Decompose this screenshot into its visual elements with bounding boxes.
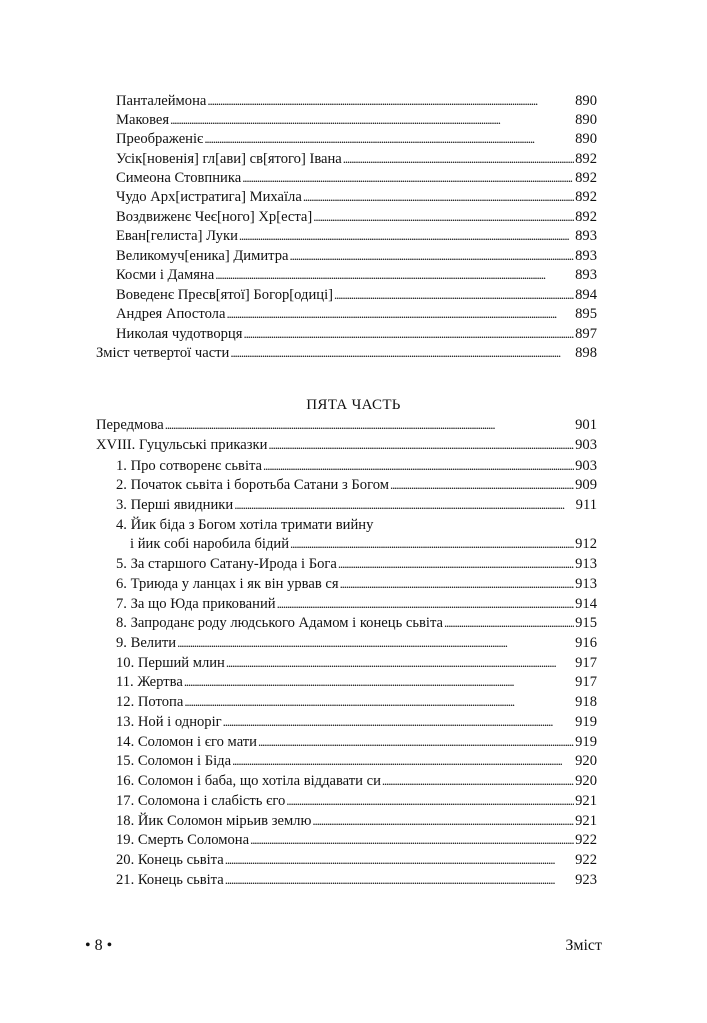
toc-entry (116, 286, 597, 304)
toc-entry-title: 1. Про сотворенє сьвіта (116, 458, 263, 474)
toc-entry-page: 895 (575, 306, 597, 322)
dot-leader (277, 595, 575, 613)
toc-chapter (96, 436, 597, 454)
toc-entry (116, 772, 597, 790)
toc-entry-page: 914 (575, 596, 597, 612)
toc-entry (116, 812, 597, 830)
toc-entry-page: 903 (575, 437, 597, 453)
dot-leader (338, 555, 574, 573)
toc-entry-title: 10. Перший млин (116, 655, 225, 671)
toc-entry (116, 792, 597, 810)
toc-entry (116, 111, 597, 129)
toc-entry-title: 21. Конець сьвіта (116, 872, 224, 888)
toc-entry-title: 11. Жертва (116, 674, 183, 690)
toc-entry (116, 227, 597, 245)
dot-leader (223, 713, 574, 731)
toc-entry-title: Симеона Стовпника (116, 170, 242, 186)
toc-entry (116, 595, 597, 613)
dot-leader (215, 266, 574, 284)
toc-entry-page: 916 (575, 635, 597, 651)
toc-entry (116, 92, 597, 110)
toc-entry-title-continuation: і йик собі наробила бідий (130, 536, 290, 552)
toc-entry-title: 3. Перші явидники (116, 497, 234, 513)
dot-leader (263, 457, 574, 475)
dot-leader (290, 247, 575, 265)
dot-leader (268, 436, 574, 454)
toc-entry (116, 871, 597, 889)
dot-leader (250, 831, 574, 849)
toc-entry-page: 897 (575, 326, 597, 342)
toc-entry (116, 476, 597, 494)
toc-entry-title: 5. За старшого Сатану-Ирода і Бога (116, 556, 337, 572)
toc-entry-title: 7. За що Юда прикований (116, 596, 276, 612)
toc-entry-page: 901 (575, 417, 597, 433)
dot-leader (225, 851, 574, 869)
dot-leader (184, 693, 574, 711)
dot-leader (165, 416, 574, 434)
toc-entry-page: 890 (575, 112, 597, 128)
dot-leader (204, 130, 574, 148)
dot-leader (382, 772, 574, 790)
toc-entry-page: 920 (575, 773, 597, 789)
dot-leader (239, 227, 574, 245)
toc-entry (116, 496, 597, 514)
dot-leader (390, 476, 574, 494)
dot-leader (242, 169, 574, 187)
toc-entry-title-line1: 4. Йик біда з Богом хотіла тримати вийну (116, 517, 374, 533)
toc-entry-title: 20. Конець сьвіта (116, 852, 224, 868)
toc-entry (116, 713, 597, 731)
toc-entry-title: Воздвиженє Чеє[ного] Хр[еста] (116, 209, 313, 225)
toc-entry-title: Преображеніє (116, 131, 204, 147)
toc-entry-title: 15. Соломон і Біда (116, 753, 232, 769)
toc-entry-title: 9. Велити (116, 635, 177, 651)
toc-entry-page: 890 (575, 93, 597, 109)
toc-entry-page: 892 (575, 170, 597, 186)
toc-entry-title: 16. Соломон і баба, що хотіла віддавати си (116, 773, 381, 789)
dot-leader (234, 496, 574, 514)
toc-entry-page: 911 (575, 497, 597, 513)
toc-entry-title: Панталеймона (116, 93, 207, 109)
dot-leader (286, 792, 574, 810)
dot-leader (243, 325, 574, 343)
toc-entry-title: Маковея (116, 112, 170, 128)
toc-entry-title: Передмова (96, 417, 164, 433)
toc-entry-title: Усік[новенія] гл[ави] св[ятого] Івана (116, 151, 342, 167)
toc-entry-page: 917 (575, 655, 597, 671)
toc-entry-title: 18. Йик Соломон мірьив землю (116, 813, 312, 829)
toc-entry (116, 247, 597, 265)
toc-entry-page: 919 (575, 714, 597, 730)
toc-entry (116, 575, 597, 593)
toc-entry-page: 909 (575, 477, 597, 493)
toc-entry (116, 457, 597, 475)
toc-entry (116, 673, 597, 691)
toc-entry (116, 752, 597, 770)
toc-entry (116, 150, 597, 168)
toc-entry-page: 913 (575, 556, 597, 572)
toc-entry-title: 2. Початок сьвіта і боротьба Сатани з Богом (116, 477, 389, 493)
toc-entry-title: Еван[гелиста] Луки (116, 228, 238, 244)
dot-leader (177, 634, 574, 652)
running-title: Зміст (565, 937, 602, 954)
toc-entry-title: 6. Триюда у ланцах і як він урвав ся (116, 576, 339, 592)
dot-leader (226, 654, 574, 672)
section-heading: ПЯТА ЧАСТЬ (306, 397, 401, 413)
toc-entry-page: 920 (575, 753, 597, 769)
dot-leader (444, 614, 574, 632)
dot-leader (312, 812, 574, 830)
toc-entry-title: 14. Соломон і єго мати (116, 734, 257, 750)
toc-entry-page: 915 (575, 615, 597, 631)
toc-entry (116, 266, 597, 284)
toc-entry-title: 13. Ной і одноріг (116, 714, 222, 730)
toc-entry-page: 898 (575, 345, 597, 361)
toc-entry-page: 912 (575, 536, 597, 552)
toc-entry-page: 892 (575, 209, 597, 225)
toc-entry-page: 893 (575, 228, 597, 244)
toc-entry-page: 892 (575, 189, 597, 205)
toc-entry (130, 535, 597, 553)
toc-entry (116, 130, 597, 148)
toc-entry-title: Воведенє Пресв[ятої] Богор[одиці] (116, 287, 333, 303)
toc-entry-page: 921 (575, 793, 597, 809)
toc-entry-page: 890 (575, 131, 597, 147)
dot-leader (340, 575, 575, 593)
toc-entry-page: 913 (575, 576, 597, 592)
toc-entry-page: 894 (575, 287, 597, 303)
toc-entry (116, 188, 597, 206)
toc-entry-page: 893 (575, 248, 597, 264)
toc-entry (116, 634, 597, 652)
toc-entry (116, 169, 597, 187)
toc-entry-title: 8. Запроданє роду людського Адамом і конець сьвіта (116, 615, 443, 631)
toc-entry-page: 892 (575, 151, 597, 167)
dot-leader (230, 344, 574, 362)
toc-entry-page: 917 (575, 674, 597, 690)
toc-entry (116, 831, 597, 849)
dot-leader (232, 752, 574, 770)
toc-entry-title: 12. Потопа (116, 694, 184, 710)
dot-leader (184, 673, 574, 691)
toc-entry (116, 733, 597, 751)
toc-entry-page: 919 (575, 734, 597, 750)
toc-entry-page: 921 (575, 813, 597, 829)
dot-leader (343, 150, 574, 168)
toc-entry (116, 654, 597, 672)
toc-entry-title: XVIII. Гуцульські приказки (96, 437, 268, 453)
toc-entry-page: 923 (575, 872, 597, 888)
toc-entry (116, 851, 597, 869)
toc-entry (116, 305, 597, 323)
toc-entry (116, 325, 597, 343)
toc-entry-title: Николая чудотворця (116, 326, 243, 342)
toc-entry-title: Андрея Апостола (116, 306, 226, 322)
toc-entry-page: 922 (575, 832, 597, 848)
toc-entry (116, 693, 597, 711)
toc-entry-page: 893 (575, 267, 597, 283)
toc-entry-title: Великомуч[еника] Димитра (116, 248, 289, 264)
toc-entry-preface (96, 416, 597, 434)
dot-leader (170, 111, 574, 129)
toc-entry-title: Чудо Арх[истратига] Михаїла (116, 189, 302, 205)
dot-leader (207, 92, 574, 110)
dot-leader (225, 871, 574, 889)
dot-leader (226, 305, 574, 323)
toc-entry-page: 903 (575, 458, 597, 474)
page-number: • 8 • (85, 937, 113, 954)
toc-entry (116, 555, 597, 573)
toc-entry-page: 918 (575, 694, 597, 710)
toc-entry (116, 208, 597, 226)
toc-entry-title: 17. Соломона і слабість єго (116, 793, 286, 809)
dot-leader (334, 286, 574, 304)
toc-entry-title: 19. Смерть Соломона (116, 832, 250, 848)
dot-leader (313, 208, 574, 226)
toc-entry-page: 922 (575, 852, 597, 868)
dot-leader (290, 535, 574, 553)
toc-entry (116, 614, 597, 632)
toc-entry-title: Зміст четвертої части (96, 345, 230, 361)
toc-entry-contents (96, 344, 597, 362)
dot-leader (258, 733, 574, 751)
toc-entry-title: Косми і Дамяна (116, 267, 215, 283)
dot-leader (303, 188, 574, 206)
